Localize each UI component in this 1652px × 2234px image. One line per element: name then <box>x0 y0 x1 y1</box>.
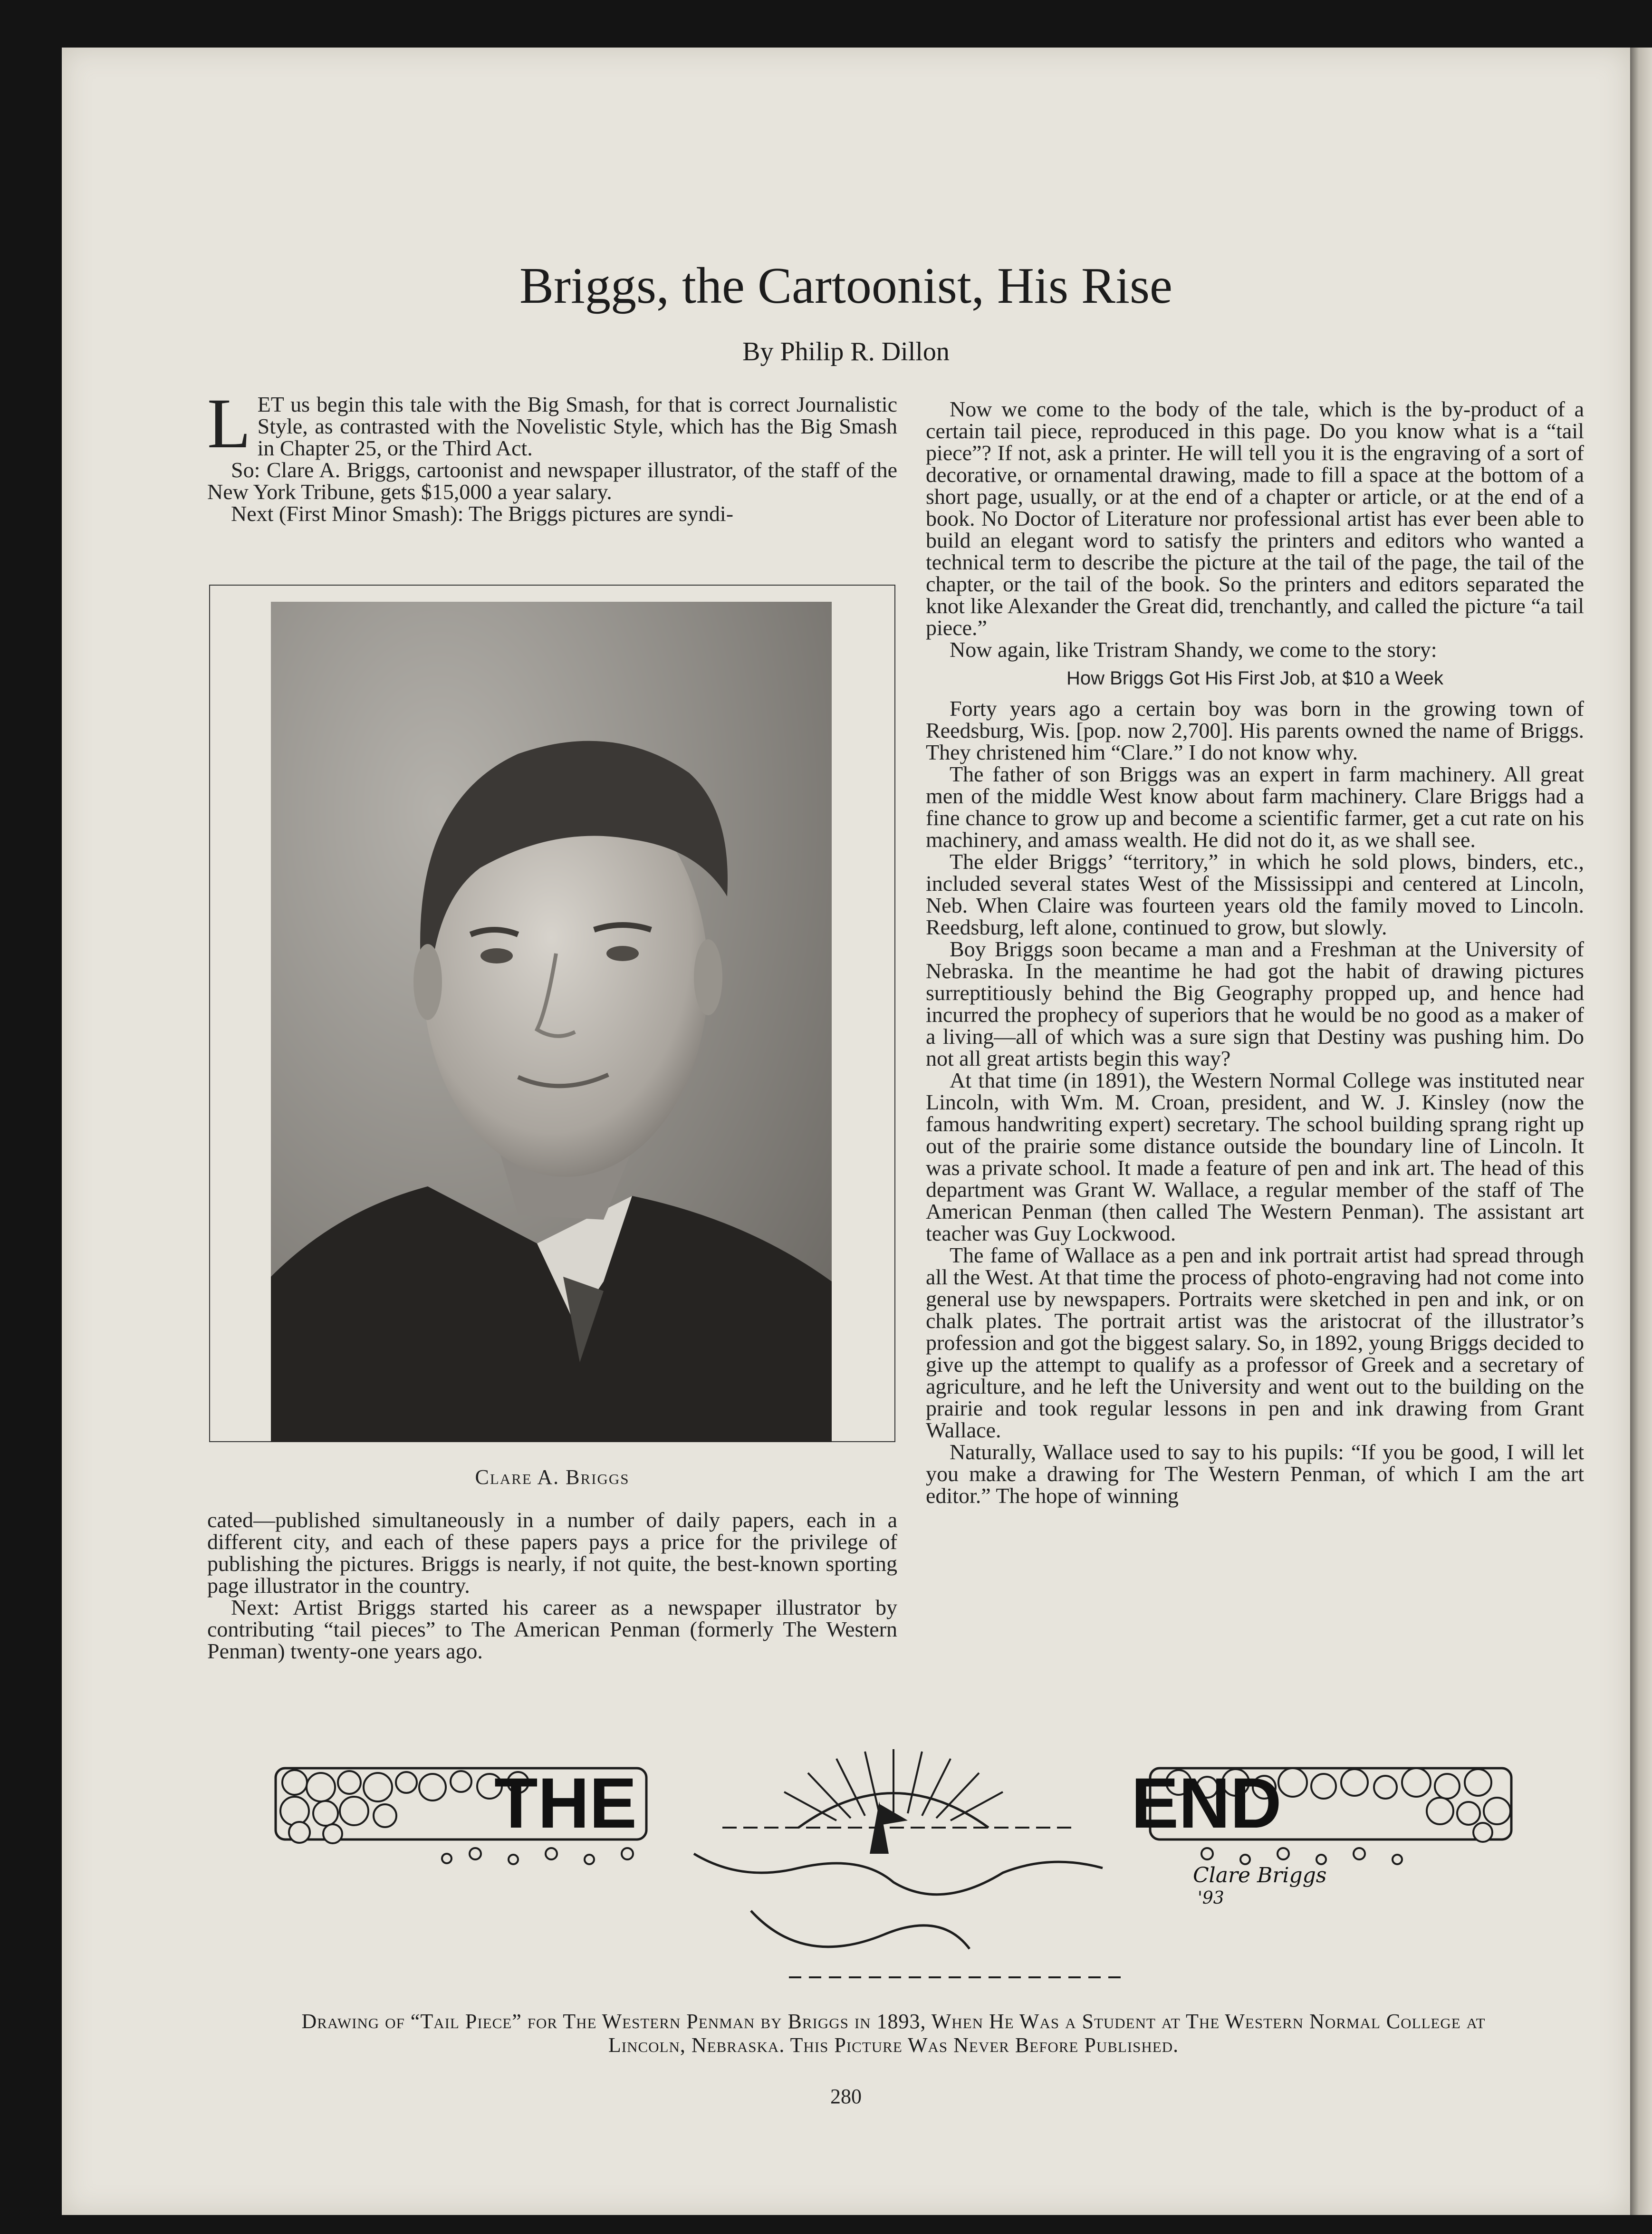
portrait-caption: Clare A. Briggs <box>475 1465 630 1489</box>
article-title: Briggs, the Cartoonist, His Rise <box>519 258 1172 314</box>
paragraph: The father of son Briggs was an expert in farm machinery. All great men of the middle West know about farm machinery. Clare Briggs had a fine chance to grow up and become a scientific farmer, get a cut rate on his machinery, and amass wealth. He did not do it, as we shall see. <box>926 762 1584 852</box>
paragraph: At that time (in 1891), the Western Normal College was instituted near Lincoln, with Wm. M. Croan, president, and W. J. Kinsley (now the famous handwriting expert) secretary. The school building sprang right up out of the prairie some distance outside the boundary line of Lincoln. It was a private school. It made a feature of pen and ink art. The head of this department was Grant W. Wallace, a regular member of the staff of The American Penman (then called The Western Penman). The assistant art teacher was Guy Lockwood. <box>926 1068 1584 1245</box>
artist-signature: Clare Briggs <box>1193 1863 1327 1887</box>
paragraph: Now we come to the body of the tale, which is the by-product of a certain tail piece, reproduced in this page. Do you know what is a “tail piece”? If not, ask a printer. He will tell you it is the engraving of a sort of decorative, or ornamental drawing, made to fill a space at the bottom of a short page, usually, or at the end of a chapter or article, or at the end of a book. No Doctor of Literature nor professional artist has ever been able to build an elegant word to satisfy the printers and editors who wanted a technical term to describe the picture at the tail of the page, the tail of the chapter, or the tail of the book. So the printers and editors separated the knot like Alexander the Great did, trenchantly, and called the picture “a tail piece.” <box>926 397 1584 640</box>
book-spine-edge <box>1630 48 1652 2215</box>
paragraph: cated—published simultaneously in a number of daily papers, each in a different city, and each of these papers pays a price for the privilege of publishing the pictures. Briggs is nearly, if not quite, the best-known sporting page illustrator in the country. <box>207 1508 897 1598</box>
page-number: 280 <box>830 2085 862 2108</box>
paragraph: Now again, like Tristram Shandy, we come to the story: <box>950 637 1437 662</box>
article-byline: By Philip R. Dillon <box>742 337 950 366</box>
signature-year: '93 <box>1198 1888 1224 1908</box>
paragraph: Boy Briggs soon became a man and a Freshman at the University of Nebraska. In the meantime he had got the habit of drawing pictures surreptitiously behind the Big Geography propped up, and hence had incurred the prophecy of superiors that he would be no good as a maker of a living—all of which was a sure sign that Destiny was pushing him. Do not all great artists begin this way? <box>926 937 1584 1070</box>
tail-piece-drawing <box>266 1711 1521 2006</box>
right-column <box>926 398 1584 1507</box>
paragraph: The elder Briggs’ “territory,” in which he sold plows, binders, etc., included several states West of the Mississippi and centered at Lincoln, Neb. When Claire was fourteen years old the family moved to Lincoln. Reedsburg, left alone, continued to grow, but slowly. <box>926 849 1584 939</box>
portrait-illustration <box>271 602 832 1442</box>
magazine-page <box>62 48 1630 2215</box>
paragraph: The fame of Wallace as a pen and ink portrait artist had spread through all the West. At that time the process of photo-engraving had not come into general use by newspapers. Portraits were sketched in pen and ink, or on chalk plates. The portrait artist was the aristocrat of the illustrator’s profession and got the biggest salary. So, in 1892, young Briggs decided to give up the attempt to qualify as a professor of Greek and a secretary of agriculture, and he left the University and went out to the building on the prairie and took regular lessons in pen and ink drawing from Grant Wallace. <box>926 1243 1584 1442</box>
drop-cap: L <box>207 384 251 463</box>
paragraph: Naturally, Wallace used to say to his pupils: “If you be good, I will let you make a drawing for The Western Penman, of which I am the art editor.” The hope of winning <box>926 1440 1584 1508</box>
paragraph: So: Clare A. Briggs, cartoonist and newspaper illustrator, of the staff of the New York Tribune, gets $15,000 a year salary. <box>207 458 897 504</box>
section-subheading: How Briggs Got His First Job, at $10 a Week <box>1066 668 1443 689</box>
opening-paragraph: LET us begin this tale with the Big Smash, for that is correct Journalistic Style, as contrasted with the Novelistic Style, which has the Big Smash in Chapter 25, or the Third Act. <box>207 384 897 463</box>
left-column-bottom <box>207 1509 897 1662</box>
tail-piece-the: THE <box>494 1763 637 1843</box>
paragraph: Forty years ago a certain boy was born in the growing town of Reedsburg, Wis. [pop. now 2,700]. His parents owned the name of Briggs. They christened him “Clare.” I do not know why. <box>926 696 1584 764</box>
portrait-photo <box>271 602 832 1442</box>
portrait-frame <box>209 585 895 1442</box>
tail-piece-caption: Drawing of “Tail Piece” for The Western Penman by Briggs in 1893, When He Was a Student at The Western Normal College at Lincoln, Nebraska. This Picture Was Never Before Published. <box>301 2010 1486 2057</box>
tail-piece-end: END <box>1131 1763 1282 1843</box>
paragraph: Next: Artist Briggs started his career as a newspaper illustrator by contributing “tail pieces” to The American Penman (formerly The Western Penman) twenty-one years ago. <box>207 1595 897 1663</box>
paragraph: Next (First Minor Smash): The Briggs pictures are syndi- <box>231 501 734 526</box>
left-column-top <box>207 384 897 526</box>
